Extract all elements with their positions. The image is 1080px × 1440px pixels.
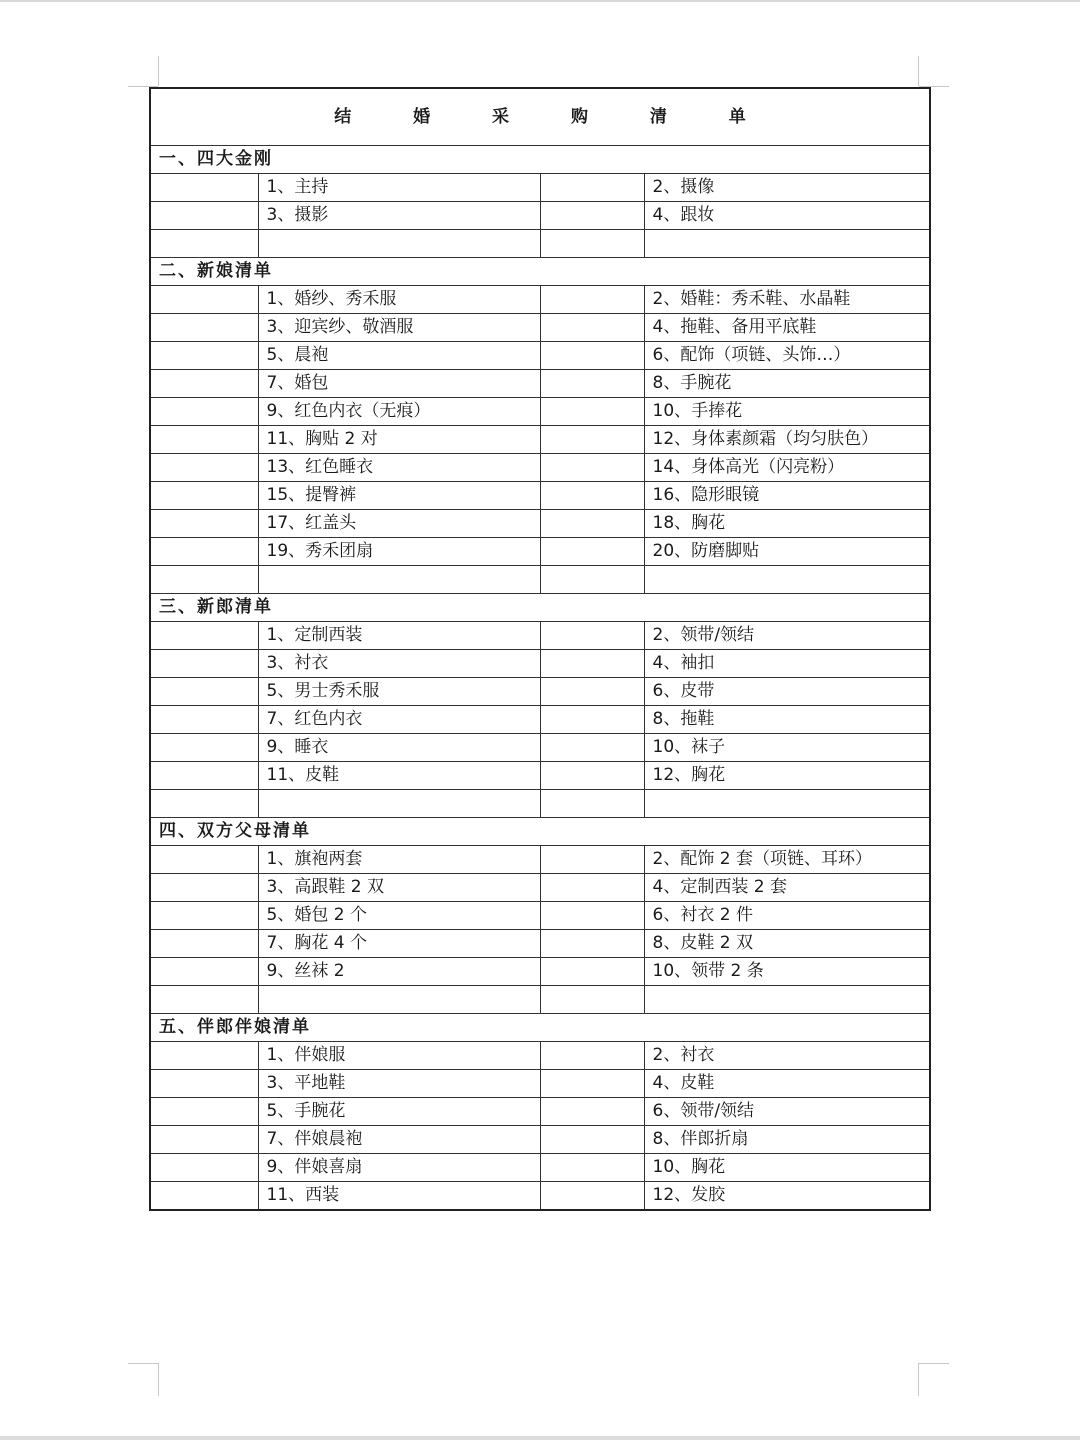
item-cell-left: 3、平地鞋	[258, 1070, 540, 1098]
blank-cell	[540, 706, 644, 734]
blank-cell	[150, 986, 258, 1014]
blank-cell	[540, 174, 644, 202]
blank-cell	[150, 1182, 258, 1211]
item-cell-right: 2、领带/领结	[644, 622, 930, 650]
blank-cell	[540, 902, 644, 930]
item-cell-left: 5、手腕花	[258, 1098, 540, 1126]
item-cell-left: 5、婚包 2 个	[258, 902, 540, 930]
blank-cell	[540, 230, 644, 258]
table-row	[150, 762, 930, 790]
blank-cell	[540, 454, 644, 482]
blank-cell	[150, 426, 258, 454]
item-cell-right: 10、手捧花	[644, 398, 930, 426]
blank-cell	[540, 930, 644, 958]
blank-cell	[540, 286, 644, 314]
item-cell-right: 2、衬衣	[644, 1042, 930, 1070]
blank-cell	[150, 846, 258, 874]
item-cell-left: 7、胸花 4 个	[258, 930, 540, 958]
crop-mark	[918, 56, 919, 86]
blank-cell	[540, 202, 644, 230]
table-row	[150, 1126, 930, 1154]
item-cell-right: 6、配饰（项链、头饰…）	[644, 342, 930, 370]
blank-cell	[540, 510, 644, 538]
table-row	[150, 678, 930, 706]
blank-cell	[150, 734, 258, 762]
table-row	[150, 286, 930, 314]
table-row	[150, 902, 930, 930]
table-row	[150, 1098, 930, 1126]
blank-cell	[540, 566, 644, 594]
blank-cell	[540, 1126, 644, 1154]
blank-cell	[540, 342, 644, 370]
blank-cell	[150, 230, 258, 258]
table-row	[150, 1182, 930, 1211]
blank-cell	[540, 678, 644, 706]
table-row	[150, 454, 930, 482]
item-cell-left: 9、红色内衣（无痕）	[258, 398, 540, 426]
item-cell-left: 1、婚纱、秀禾服	[258, 286, 540, 314]
blank-cell	[150, 174, 258, 202]
blank-cell	[150, 510, 258, 538]
item-cell-right	[644, 230, 930, 258]
blank-cell	[150, 202, 258, 230]
title-row	[150, 88, 930, 146]
section-heading-row	[150, 594, 930, 622]
table-row	[150, 930, 930, 958]
table-row	[150, 482, 930, 510]
table-row	[150, 846, 930, 874]
blank-cell	[540, 1070, 644, 1098]
blank-cell	[540, 1098, 644, 1126]
section-heading-row	[150, 258, 930, 286]
blank-cell	[540, 958, 644, 986]
item-cell-left	[258, 790, 540, 818]
item-cell-left: 1、定制西装	[258, 622, 540, 650]
table-row	[150, 1042, 930, 1070]
table-row	[150, 230, 930, 258]
blank-cell	[540, 1182, 644, 1211]
item-cell-right: 2、配饰 2 套（项链、耳环）	[644, 846, 930, 874]
item-cell-right	[644, 566, 930, 594]
blank-cell	[150, 482, 258, 510]
blank-cell	[150, 874, 258, 902]
item-cell-right: 6、衬衣 2 件	[644, 902, 930, 930]
item-cell-left: 3、迎宾纱、敬酒服	[258, 314, 540, 342]
blank-cell	[150, 958, 258, 986]
table-row	[150, 706, 930, 734]
blank-cell	[150, 1154, 258, 1182]
section-heading: 五、伴郎伴娘清单	[150, 1014, 930, 1042]
section-heading-row	[150, 1014, 930, 1042]
item-cell-right: 12、发胶	[644, 1182, 930, 1211]
document-title: 结 婚 采 购 清 单	[150, 88, 930, 146]
item-cell-right: 10、袜子	[644, 734, 930, 762]
item-cell-right: 8、拖鞋	[644, 706, 930, 734]
item-cell-right: 8、伴郎折扇	[644, 1126, 930, 1154]
blank-cell	[150, 538, 258, 566]
item-cell-left	[258, 986, 540, 1014]
table-row	[150, 1070, 930, 1098]
blank-cell	[150, 1042, 258, 1070]
blank-cell	[150, 342, 258, 370]
table-row	[150, 958, 930, 986]
item-cell-right: 10、胸花	[644, 1154, 930, 1182]
item-cell-left: 19、秀禾团扇	[258, 538, 540, 566]
item-cell-right: 6、领带/领结	[644, 1098, 930, 1126]
section-heading: 二、新娘清单	[150, 258, 930, 286]
table-row	[150, 790, 930, 818]
item-cell-right: 4、跟妆	[644, 202, 930, 230]
blank-cell	[150, 762, 258, 790]
item-cell-right: 12、身体素颜霜（均匀肤色）	[644, 426, 930, 454]
blank-cell	[150, 286, 258, 314]
item-cell-left: 7、婚包	[258, 370, 540, 398]
blank-cell	[150, 454, 258, 482]
blank-cell	[540, 1154, 644, 1182]
blank-cell	[540, 846, 644, 874]
blank-cell	[150, 678, 258, 706]
item-cell-right: 12、胸花	[644, 762, 930, 790]
blank-cell	[150, 370, 258, 398]
table-row	[150, 566, 930, 594]
item-cell-right: 2、摄像	[644, 174, 930, 202]
table-row	[150, 622, 930, 650]
crop-mark	[158, 1363, 159, 1396]
item-cell-right: 4、皮鞋	[644, 1070, 930, 1098]
table-row	[150, 174, 930, 202]
item-cell-right: 20、防磨脚贴	[644, 538, 930, 566]
item-cell-left: 11、皮鞋	[258, 762, 540, 790]
item-cell-right: 18、胸花	[644, 510, 930, 538]
section-heading-row	[150, 818, 930, 846]
item-cell-left: 3、摄影	[258, 202, 540, 230]
crop-mark	[128, 1363, 158, 1364]
item-cell-right: 4、定制西装 2 套	[644, 874, 930, 902]
section-heading: 三、新郎清单	[150, 594, 930, 622]
blank-cell	[540, 426, 644, 454]
blank-cell	[540, 482, 644, 510]
item-cell-left: 11、胸贴 2 对	[258, 426, 540, 454]
item-cell-right: 4、拖鞋、备用平底鞋	[644, 314, 930, 342]
section-heading: 一、四大金刚	[150, 146, 930, 174]
blank-cell	[150, 1098, 258, 1126]
blank-cell	[150, 1070, 258, 1098]
item-cell-right: 10、领带 2 条	[644, 958, 930, 986]
table-row	[150, 650, 930, 678]
item-cell-left: 1、主持	[258, 174, 540, 202]
item-cell-left: 17、红盖头	[258, 510, 540, 538]
item-cell-left: 9、睡衣	[258, 734, 540, 762]
table-row	[150, 734, 930, 762]
table-row	[150, 426, 930, 454]
item-cell-left: 3、衬衣	[258, 650, 540, 678]
item-cell-left: 11、西装	[258, 1182, 540, 1211]
blank-cell	[540, 734, 644, 762]
item-cell-right	[644, 790, 930, 818]
bottom-edge	[0, 1436, 1080, 1440]
blank-cell	[540, 538, 644, 566]
item-cell-right: 2、婚鞋：秀禾鞋、水晶鞋	[644, 286, 930, 314]
table-row	[150, 398, 930, 426]
table-row	[150, 314, 930, 342]
item-cell-left	[258, 566, 540, 594]
item-cell-right	[644, 986, 930, 1014]
table-row	[150, 510, 930, 538]
item-cell-left: 7、红色内衣	[258, 706, 540, 734]
item-cell-left: 1、伴娘服	[258, 1042, 540, 1070]
blank-cell	[150, 1126, 258, 1154]
item-cell-left: 5、男士秀禾服	[258, 678, 540, 706]
item-cell-left: 13、红色睡衣	[258, 454, 540, 482]
section-heading-row	[150, 146, 930, 174]
blank-cell	[150, 314, 258, 342]
item-cell-left: 3、高跟鞋 2 双	[258, 874, 540, 902]
item-cell-right: 4、袖扣	[644, 650, 930, 678]
table-row	[150, 986, 930, 1014]
blank-cell	[150, 398, 258, 426]
blank-cell	[540, 370, 644, 398]
blank-cell	[540, 650, 644, 678]
section-heading: 四、双方父母清单	[150, 818, 930, 846]
table-row	[150, 370, 930, 398]
top-edge	[0, 0, 1080, 2]
blank-cell	[150, 902, 258, 930]
blank-cell	[540, 874, 644, 902]
item-cell-left: 5、晨袍	[258, 342, 540, 370]
table-row	[150, 342, 930, 370]
blank-cell	[540, 622, 644, 650]
blank-cell	[150, 930, 258, 958]
item-cell-right: 6、皮带	[644, 678, 930, 706]
table-row	[150, 202, 930, 230]
blank-cell	[150, 790, 258, 818]
blank-cell	[540, 314, 644, 342]
crop-mark	[918, 1363, 919, 1396]
item-cell-left: 7、伴娘晨袍	[258, 1126, 540, 1154]
blank-cell	[540, 762, 644, 790]
blank-cell	[540, 398, 644, 426]
blank-cell	[150, 622, 258, 650]
blank-cell	[540, 790, 644, 818]
item-cell-left: 9、伴娘喜扇	[258, 1154, 540, 1182]
blank-cell	[150, 566, 258, 594]
shopping-list-table	[149, 87, 931, 1211]
item-cell-left: 9、丝袜 2	[258, 958, 540, 986]
blank-cell	[540, 1042, 644, 1070]
item-cell-left: 15、提臀裤	[258, 482, 540, 510]
item-cell-right: 8、手腕花	[644, 370, 930, 398]
blank-cell	[150, 706, 258, 734]
table-row	[150, 1154, 930, 1182]
crop-mark	[919, 1363, 949, 1364]
table-row	[150, 538, 930, 566]
item-cell-left: 1、旗袍两套	[258, 846, 540, 874]
item-cell-left	[258, 230, 540, 258]
crop-mark	[158, 56, 159, 86]
item-cell-right: 8、皮鞋 2 双	[644, 930, 930, 958]
table-row	[150, 874, 930, 902]
blank-cell	[540, 986, 644, 1014]
item-cell-right: 16、隐形眼镜	[644, 482, 930, 510]
item-cell-right: 14、身体高光（闪亮粉）	[644, 454, 930, 482]
blank-cell	[150, 650, 258, 678]
